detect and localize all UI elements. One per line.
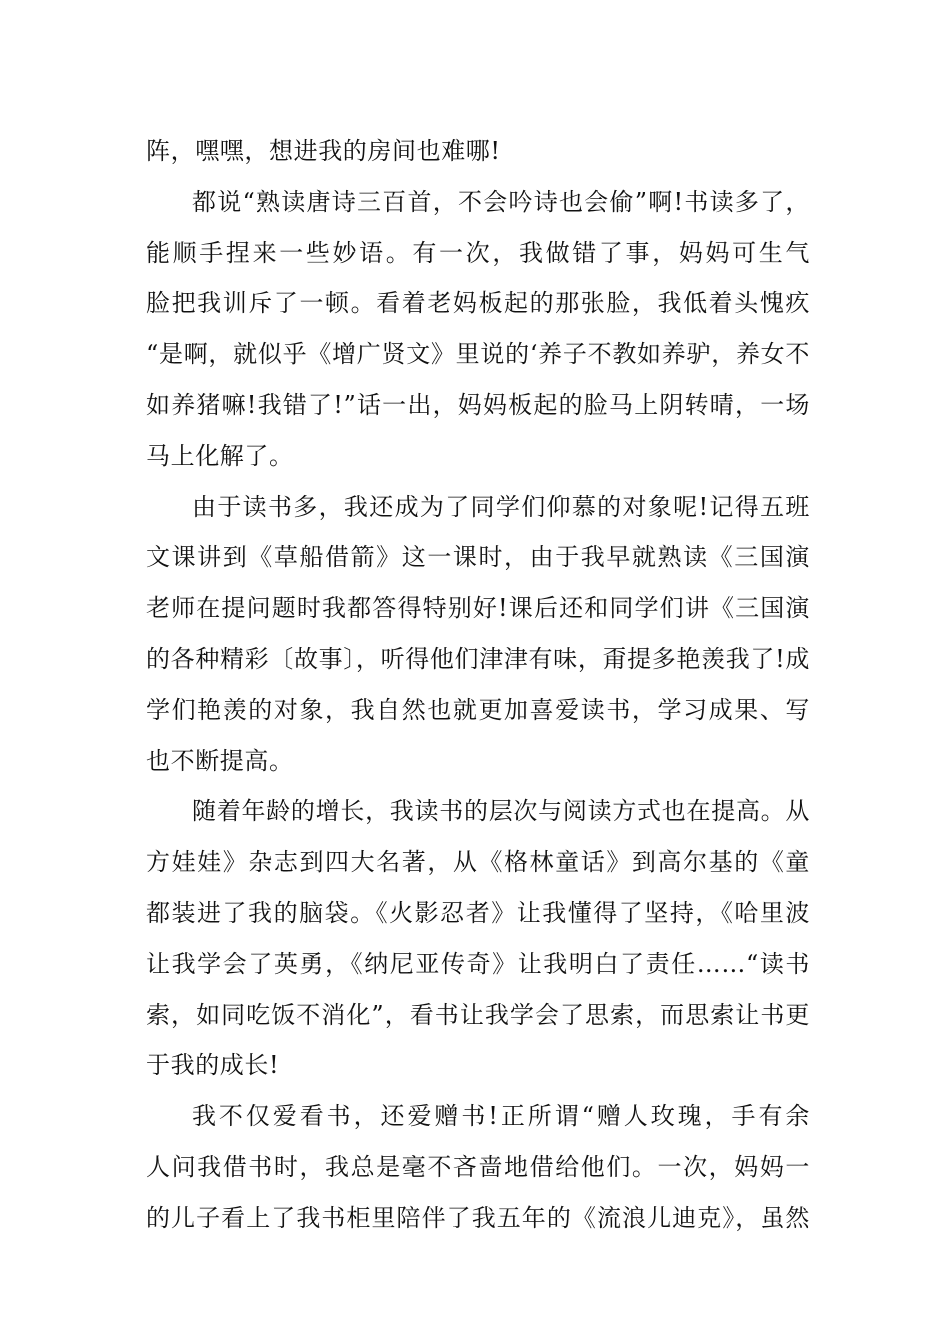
text-line: 索，如同吃饭不消化”，看书让我学会了思索，而思索让书更 [146, 1000, 810, 1029]
paragraph-first-line: 我不仅爱看书，还爱赠书!正所谓“赠人玫瑰，手有余 [192, 1102, 810, 1131]
text-line: 文课讲到《草船借箭》这一课时，由于我早就熟读《三国演 [146, 543, 810, 572]
text-line: 都装进了我的脑袋。《火影忍者》让我懂得了坚持，《哈里波 [146, 898, 810, 927]
paragraph-first-line: 都说“熟读唐诗三百首，不会吟诗也会偷”啊!书读多了， [192, 187, 810, 216]
text-line: 马上化解了。 [146, 441, 294, 470]
text-line: 脸把我训斥了一顿。看着老妈板起的那张脸，我低着头愧疚 [146, 289, 810, 318]
text-line: 如养猪嘛!我错了!”话一出，妈妈板起的脸马上阴转晴，一场 [146, 390, 810, 419]
text-line: 人问我借书时，我总是毫不吝啬地借给他们。一次，妈妈一 [146, 1152, 810, 1181]
text-line: 学们艳羡的对象，我自然也就更加喜爱读书，学习成果、写 [146, 695, 810, 724]
text-line: 也不断提高。 [146, 746, 294, 775]
text-line: 能顺手捏来一些妙语。有一次，我做错了事，妈妈可生气 [146, 238, 810, 267]
text-line: 老师在提问题时我都答得特别好!课后还和同学们讲《三国演 [146, 594, 810, 623]
text-line: 阵，嘿嘿，想进我的房间也难哪! [146, 137, 501, 165]
paragraph-first-line: 随着年龄的增长，我读书的层次与阅读方式也在提高。从 [192, 797, 810, 826]
paragraph-first-line: 由于读书多，我还成为了同学们仰慕的对象呢!记得五班 [192, 492, 810, 521]
text-line: 方娃娃》杂志到四大名著，从《格林童话》到高尔基的《童 [146, 848, 810, 877]
text-line: 的各种精彩〔故事〕，听得他们津津有味，甭提多艳羡我了!成 [146, 644, 810, 673]
text-line: 于我的成长! [146, 1051, 280, 1080]
text-line: 让我学会了英勇，《纳尼亚传奇》让我明白了责任……“读书 [146, 949, 810, 978]
text-line: “是啊，就似乎《增广贤文》里说的‘养子不教如养驴，养女不 [146, 340, 810, 369]
body-text [146, 126, 810, 1244]
text-line: 的儿子看上了我书柜里陪伴了我五年的《流浪儿迪克》，虽然 [146, 1203, 810, 1232]
